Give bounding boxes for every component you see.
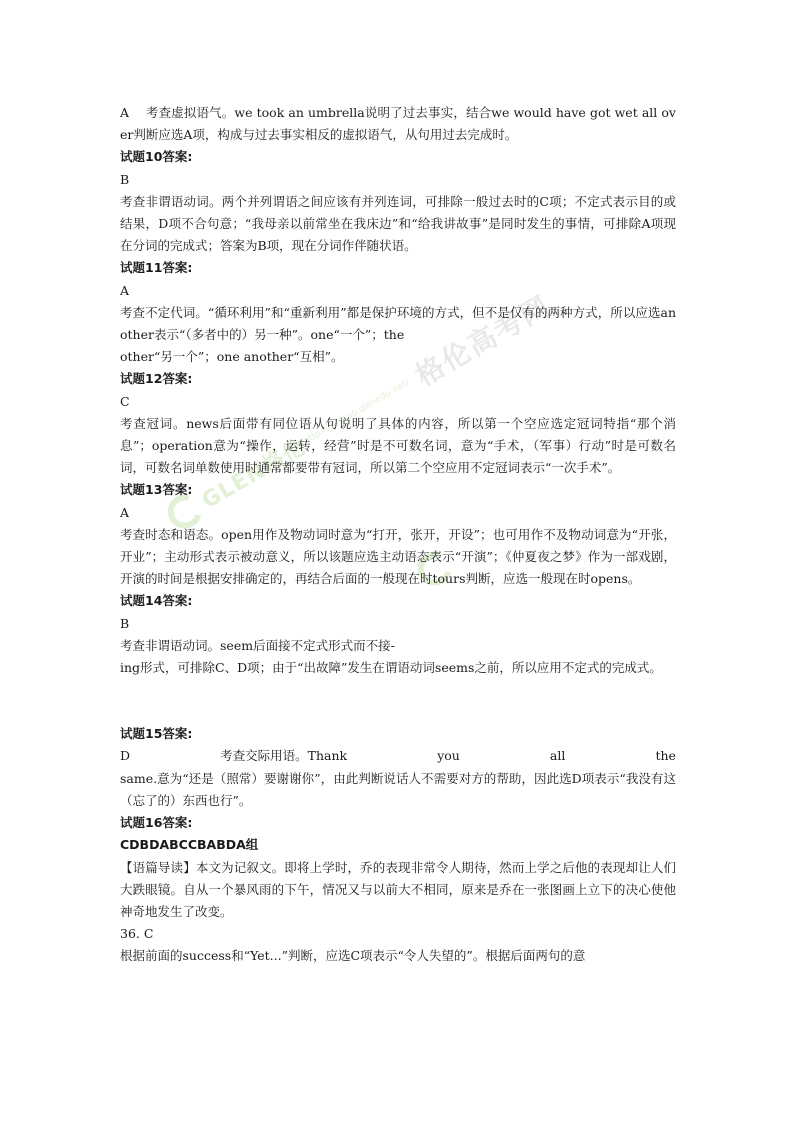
answer-line-part: you [437,748,460,764]
explanation-paragraph: ing形式，可排除C、D项；由于“出故障”发生在谓语动词seems之前，所以应用不定式的完成式。 [120,660,662,676]
explanation-paragraph: 考查冠词。news后面带有同位语从句说明了具体的内容，所以第一个空应选定冠词特指“那个消息”；operation意为“操作，运转，经营”时是不可数名词，意为“手术，（军事）行动”时是可数名词，可数名词单数使用时通常都要带有冠词，所以第二个空应用不定冠词表示“一次手术”。 [120,415,676,476]
watermark-site: http://gaokao.glenedu.net/ [302,377,412,447]
answer-letter: 36. C [120,926,154,942]
document-body [120,102,676,968]
answer-letter: A [120,504,130,520]
answer-line-part: 考查交际用语。Thank [220,748,348,764]
question-heading: 试题14答案: [120,593,193,609]
explanation-paragraph: 根据前面的success和“Yet...”判断，应选C项表示“令人失望的”。根据后面两句的意 [120,948,586,964]
question-heading: 试题15答案: [120,726,193,742]
spacer [120,679,676,723]
question-heading: 试题11答案: [120,260,193,276]
answer-letter: A [120,282,130,298]
explanation-paragraph: 考查非谓语动词。两个并列谓语之间应该有并列连词，可排除一般过去时的C项；不定式表示目的或结果，D项不合句意；“我母亲以前常坐在我床边”和“给我讲故事”是同时发生的事情，可排除A项现在分词的完成式；答案为B项，现在分词作伴随状语。 [120,193,676,254]
answer-letter: C [120,393,130,409]
explanation-paragraph: 考查时态和语态。open用作及物动词时意为“打开，张开，开设”；也可用作不及物动词意为“开张，开业”；主动形式表示被动意义，所以该题应选主动语态表示“开演”；《仲夏夜之梦》作为一部戏剧，开演的时间是根据安排确定的，再结合后面的一般现在时tours判断，应选一般现在时opens。 [120,526,676,587]
explanation-paragraph: other“另一个”；one another“互相”。 [120,349,344,365]
explanation-paragraph: 考查非谓语动词。seem后面接不定式形式而不接- [120,637,395,653]
question-heading: 试题16答案: [120,815,193,831]
answer-letter: B [120,171,130,187]
question-heading: 试题10答案: [120,149,193,165]
explanation-paragraph: same.意为“还是（照常）要谢谢你”，由此判断说话人不需要对方的帮助，因此选D项表示“我没有这（忘了的）东西也行”。 [120,770,676,808]
answer-line-part: D [120,748,131,764]
answer-line-justified [120,745,676,767]
answer-line-part: the [655,748,676,764]
watermark-name: 格伦高考网 [409,289,557,393]
question-heading: 试题13答案: [120,482,193,498]
answer-letter: B [120,615,130,631]
watermark-brand: GLEN格伦 [197,434,311,514]
question-heading: 试题12答案: [120,371,193,387]
explanation-paragraph: 【语篇导读】本文为记叙文。即将上学时，乔的表现非常令人期待，然而上学之后他的表现却让人们大跌眼镜。自从一个暴风雨的下午，情况又与以前大不相同，原来是乔在一张图画上立下的决心使他神奇地发生了改变。 [120,859,676,919]
answer-line-part: all [549,748,566,764]
explanation-paragraph: A 考查虚拟语气。we took an umbrella说明了过去事实，结合we would have got wet all over判断应选A项，构成与过去事实相反的虚拟语气，从句用过去完成时。 [120,105,676,143]
question-heading: CDBDABCCBABDA组 [120,837,259,853]
explanation-paragraph: 考查不定代词。“循环利用”和“重新利用”都是保护环境的方式，但不是仅有的两种方式，所以应选another表示“（多者中的）另一种”。one“一个”；the [120,304,676,343]
